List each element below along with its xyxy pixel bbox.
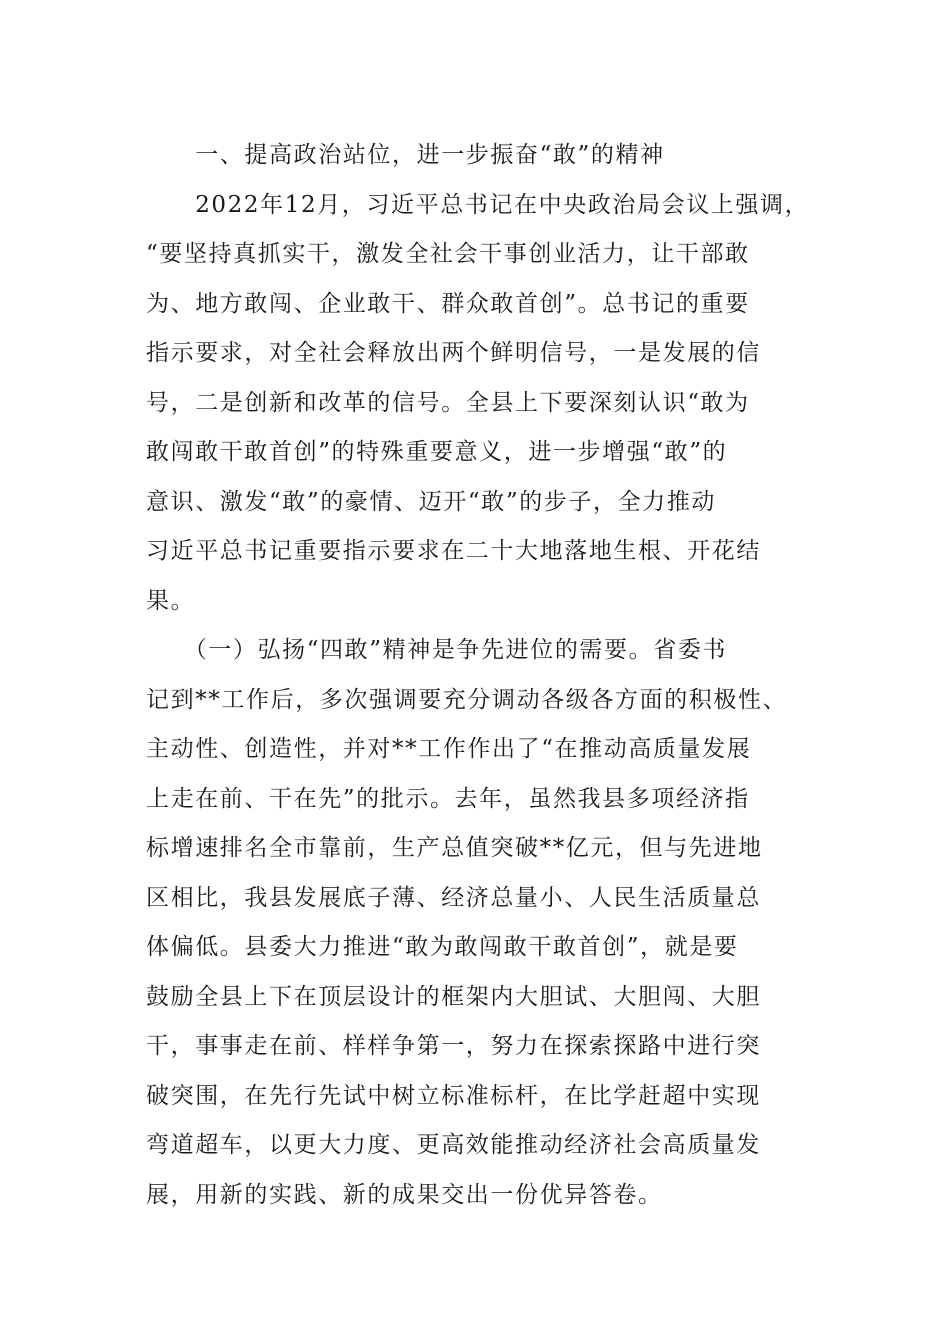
paragraph-line: “要坚持真抓实干，激发全社会干事创业活力，让干部敢 — [146, 241, 750, 267]
paragraph-line: 弯道超车，以更大力度、更高效能推动经济社会高质量发 — [146, 1132, 761, 1158]
paragraph-line: 鼓励全县上下在顶层设计的框架内大胆试、大胆闯、大胆 — [146, 983, 761, 1010]
paragraph-line: 标增速排名全市靠前，生产总值突破**亿元，但与先进地 — [146, 835, 763, 861]
paragraph-line: 主动性、创造性，并对**工作作出了“在推动高质量发展 — [146, 736, 752, 762]
paragraph-line: 区相比，我县发展底子薄、经济总量小、人民生活质量总 — [146, 884, 761, 911]
paragraph-line: 2022年12月，习近平总书记在中央政治局会议上强调， — [146, 191, 810, 218]
paragraph-line: 干，事事走在前、样样争第一，努力在探索探路中进行突 — [146, 1033, 761, 1059]
paragraph-line: 体偏低。县委大力推进“敢为敢闯敢干敢首创”，就是要 — [146, 934, 739, 960]
paragraph-line: 展，用新的实践、新的成果交出一份优异答卷。 — [146, 1181, 663, 1208]
section-heading: 一、提高政治站位，进一步振奋“敢”的精神 — [146, 142, 665, 168]
paragraph-line: 号，二是创新和改革的信号。全县上下要深刻认识“敢为 — [146, 389, 750, 416]
paragraph-line: 意识、激发“敢”的豪情、迈开“敢”的步子，全力推动 — [146, 488, 717, 515]
paragraph-line: 习近平总书记重要指示要求在二十大地落地生根、开花结 — [146, 538, 761, 564]
paragraph-line: 记到**工作后，多次强调要充分调动各级各方面的积极性、 — [146, 686, 788, 713]
paragraph-line: 上走在前、干在先”的批示。去年，虽然我县多项经济指 — [146, 785, 750, 812]
paragraph-line: 敢闯敢干敢首创”的特殊重要意义，进一步增强“敢”的 — [146, 439, 728, 465]
subsection-heading-line: （一）弘扬“四敢”精神是争先进位的需要。省委书 — [146, 637, 728, 663]
paragraph-line: 指示要求，对全社会释放出两个鲜明信号，一是发展的信 — [146, 340, 761, 366]
paragraph-line: 破突围，在先行先试中树立标准标杆，在比学赶超中实现 — [146, 1082, 761, 1109]
document-body — [146, 131, 836, 1220]
paragraph-line: 为、地方敢闯、企业敢干、群众敢首创”。总书记的重要 — [146, 290, 750, 317]
paragraph-line: 果。 — [146, 587, 196, 614]
